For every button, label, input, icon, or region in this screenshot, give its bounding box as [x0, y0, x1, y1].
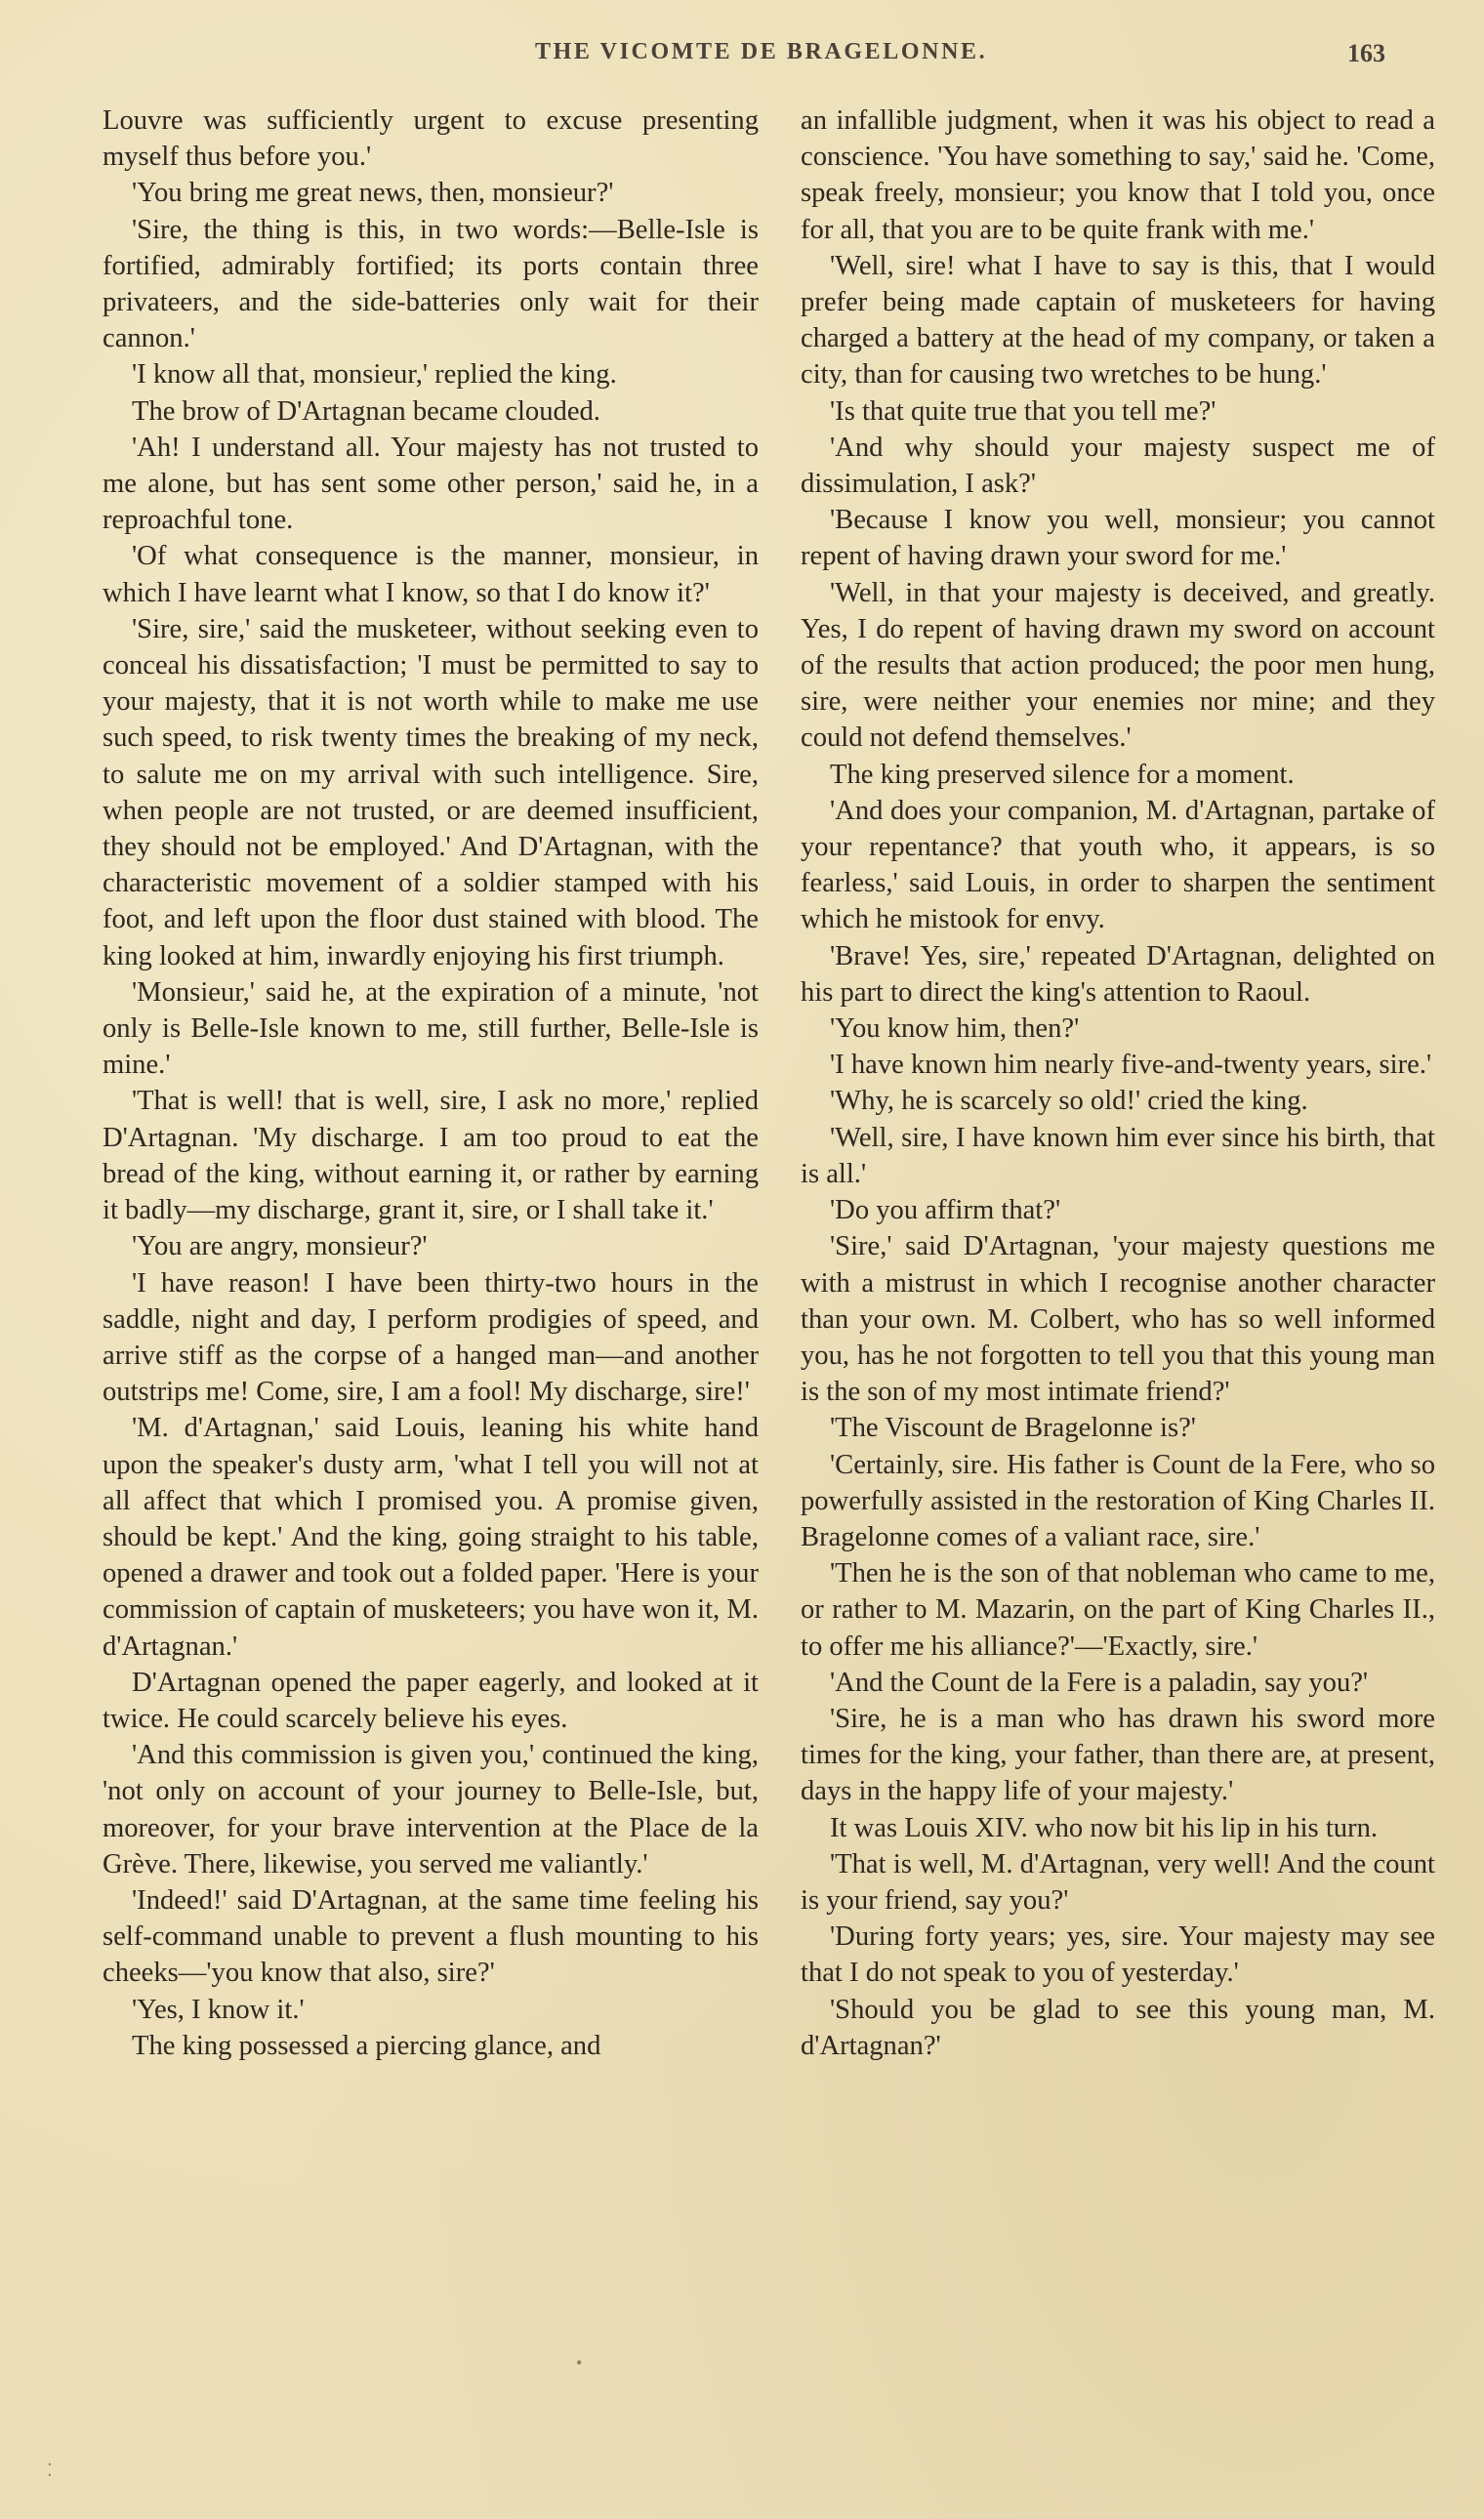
paragraph: 'Well, in that your majesty is deceived, and greatly. Yes, I do repent of having drawn my sword on account of the results that action produced; the poor men hung, sire, were neither your enemies nor mine; and they could not defend themselves.': [801, 577, 1435, 754]
paragraph: 'The Viscount de Bragelonne is?': [830, 1413, 1196, 1444]
paragraph: 'I have reason! I have been thirty-two hours in the saddle, night and day, I perform prodigies of speed, and arrive stiff as the corpse of a hanged man—and another outstrips me! Come, sire, I am a fool! My discharge, sire!': [103, 1267, 759, 1408]
paragraph: 'Sire, sire,' said the musketeer, without seeking even to conceal his dissatisfaction; 'I must be permitted to say to your majesty, that it is not worth while to make me use such speed, to risk twenty times the breaking of my neck, to salute me on my arrival with such intelligence. Sire, when people are not trusted, or are deemed insufficient, they should not be employed.' And D'Artagnan, with the characteristic movement of a soldier stamped with his foot, and left upon the floor dust stained with blood. The king looked at him, inwardly enjoying his first triumph.: [103, 613, 759, 971]
paragraph: 'Should you be glad to see this young man, M. d'Artagnan?': [801, 1994, 1435, 2061]
paragraph: 'Well, sire, I have known him ever since his birth, that is all.': [801, 1122, 1435, 1189]
paragraph: 'M. d'Artagnan,' said Louis, leaning his white hand upon the speaker's dusty arm, 'what I tell you will not at all affect that which I promised you. A promise given, should be kept.' And the king, going straight to his table, opened a drawer and took out a folded paper. 'Here is your commission of captain of musketeers; you have won it, M. d'Artagnan.': [103, 1413, 759, 1662]
paragraph: an infallible judgment, when it was his object to read a conscience. 'You have something to say,' said he. 'Come, speak freely, monsieur; you know that I told you, once for all, that you are to be quite frank with me.': [801, 105, 1435, 245]
paragraph: 'Brave! Yes, sire,' repeated D'Artagnan, delighted on his part to direct the king's attention to Raoul.: [801, 940, 1435, 1008]
paragraph: The king preserved silence for a moment.: [830, 759, 1295, 790]
paragraph: 'Why, he is scarcely so old!' cried the king.: [830, 1086, 1308, 1117]
paragraph: 'During forty years; yes, sire. Your majesty may see that I do not speak to you of yesterday.': [801, 1921, 1435, 1989]
paragraph: 'Then he is the son of that nobleman who came to me, or rather to M. Mazarin, on the part of King Charles II., to offer me his alliance?'—'Exactly, sire.': [801, 1558, 1435, 1662]
paragraph: 'You bring me great news, then, monsieur?': [132, 178, 614, 209]
paragraph: 'Of what consequence is the manner, monsieur, in which I have learnt what I know, so that I do know it?': [103, 541, 759, 608]
paragraph: 'I know all that, monsieur,' replied the king.: [132, 359, 617, 391]
paragraph: 'I have known him nearly five-and-twenty years, sire.': [830, 1050, 1432, 1081]
running-title: THE VICOMTE DE BRAGELONNE.: [535, 39, 988, 64]
print-speck-icon: ⁚: [47, 2460, 53, 2480]
paragraph: 'Do you affirm that?': [830, 1195, 1061, 1226]
paragraph: 'Certainly, sire. His father is Count de la Fere, who so powerfully assisted in the restoration of King Charles II. Bragelonne comes of a valiant race, sire.': [801, 1449, 1435, 1552]
paragraph: The brow of D'Artagnan became clouded.: [132, 395, 600, 427]
right-text-column: [801, 103, 1435, 2064]
paragraph: 'Is that quite true that you tell me?': [830, 395, 1216, 427]
paragraph: 'Because I know you well, monsieur; you cannot repent of having drawn your sword for me.': [801, 505, 1435, 572]
paragraph: D'Artagnan opened the paper eagerly, and looked at it twice. He could scarcely believe his eyes.: [103, 1667, 759, 1734]
paragraph: The king possessed a piercing glance, and: [132, 2030, 601, 2061]
paragraph: 'Sire, the thing is this, in two words:—Belle-Isle is fortified, admirably fortified; its ports contain three privateers, and the side-batteries only wait for their cannon.': [103, 214, 759, 354]
left-text-column: [103, 103, 759, 2064]
page-number: 163: [1347, 39, 1385, 67]
paragraph: 'That is well, M. d'Artagnan, very well! And the count is your friend, say you?': [801, 1848, 1435, 1916]
paragraph: 'And the Count de la Fere is a paladin, say you?': [830, 1667, 1369, 1698]
paragraph: 'And does your companion, M. d'Artagnan, partake of your repentance? that youth who, it appears, is so fearless,' said Louis, in order to sharpen the sentiment which he mistook for envy.: [801, 795, 1435, 935]
paragraph: 'You know him, then?': [830, 1013, 1080, 1045]
paragraph: 'You are angry, monsieur?': [132, 1231, 428, 1262]
paragraph: 'Sire, he is a man who has drawn his sword more times for the king, your father, than there are, at present, days in the happy life of your majesty.': [801, 1703, 1435, 1807]
paragraph: 'And this commission is given you,' continued the king, 'not only on account of your journey to Belle-Isle, but, moreover, for your brave intervention at the Place de la Grève. There, likewise, you served me valiantly.': [103, 1740, 759, 1879]
paragraph: 'And why should your majesty suspect me of dissimulation, I ask?': [801, 432, 1435, 500]
paragraph: 'Sire,' said D'Artagnan, 'your majesty questions me with a mistrust in which I recognise another character than your own. M. Colbert, who has so well informed you, has he not forgotten to tell you that this young man is the son of my most intimate friend?': [801, 1231, 1435, 1408]
paragraph: 'Indeed!' said D'Artagnan, at the same time feeling his self-command unable to prevent a flush mounting to his cheeks—'you know that also, sire?': [103, 1884, 759, 1989]
paragraph: It was Louis XIV. who now bit his lip in his turn.: [830, 1812, 1379, 1843]
paragraph: 'Well, sire! what I have to say is this, that I would prefer being made captain of musketeers for having charged a battery at the head of my company, or taken a city, than for causing two wretches to be hung.': [801, 250, 1435, 391]
page-header: [0, 39, 1484, 78]
paragraph: 'Monsieur,' said he, at the expiration of a minute, 'not only is Belle-Isle known to me, still further, Belle-Isle is mine.': [103, 976, 759, 1081]
paragraph: 'That is well! that is well, sire, I ask no more,' replied D'Artagnan. 'My discharge. I am too proud to eat the bread of the king, without earning it, or rather by earning it badly—my discharge, grant it, sire, or I shall take it.': [103, 1086, 759, 1226]
paragraph: 'Yes, I know it.': [132, 1994, 305, 2025]
paragraph: Louvre was sufficiently urgent to excuse presenting myself thus before you.': [103, 105, 759, 173]
print-speck-icon: •: [576, 2353, 583, 2373]
paragraph: 'Ah! I understand all. Your majesty has not trusted to me alone, but has sent some other person,' said he, in a reproachful tone.: [103, 432, 759, 536]
